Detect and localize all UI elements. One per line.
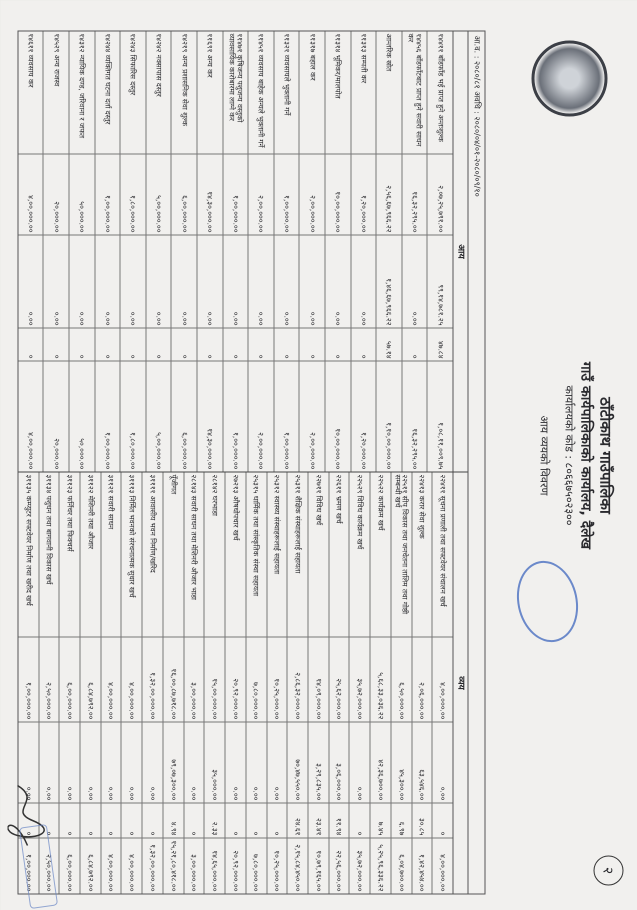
income-remaining-cell: १,००,०००.०० bbox=[230, 431, 240, 469]
expenditure-budget-cell: ६,८४,७९२.०० bbox=[80, 637, 100, 722]
expenditure-actual-cell: ०.०० bbox=[59, 722, 79, 803]
expenditure-budget-cell: ६,५०,०००.०० bbox=[391, 637, 411, 722]
expenditure-percent-cell: ० bbox=[122, 803, 142, 838]
expenditure-percent-cell: ० bbox=[101, 803, 121, 838]
expenditure-budget-cell: ७,८०,०००.०० bbox=[246, 637, 266, 722]
expenditure-row bbox=[307, 472, 328, 893]
expenditure-item-name-cell: २२४१३ करार सेवा शुल्क bbox=[412, 472, 432, 637]
expenditure-budget-cell: ३,००,०००.०० bbox=[184, 637, 204, 722]
income-remaining-cell: १,०८,११,००९.७५ bbox=[435, 421, 445, 469]
income-actual-cell: ०.०० bbox=[299, 235, 324, 328]
income-item-name-cell: ११३१४ भूमिकर/मालपोत bbox=[325, 31, 350, 154]
expenditure-percent-cell: ११.९४ bbox=[329, 803, 349, 838]
expenditure-item-name-cell: २५३११ शैक्षिक संस्थाहरूलाई सहायता bbox=[287, 472, 307, 637]
expenditure-item-name-cell: ३१११३ निर्मित भवनको संरचनात्मक सुधार खर्च bbox=[122, 472, 142, 637]
expenditure-budget-cell: १६,००,८७,७१८.०० bbox=[163, 637, 183, 722]
income-remaining-cell: २,००,०००.०० bbox=[256, 431, 266, 469]
expenditure-remaining-cell: २०,९२,०००.०० bbox=[230, 849, 240, 891]
income-row bbox=[247, 31, 273, 471]
expenditure-item-name-cell: २८१४२ घरभाडा bbox=[204, 472, 224, 637]
income-percent-cell: ० bbox=[146, 328, 171, 361]
income-row bbox=[375, 31, 401, 471]
expenditure-remaining-cell: १०,२५,०००.०० bbox=[272, 849, 282, 891]
income-percent-cell: ० bbox=[120, 328, 145, 361]
expenditure-remaining-cell: ३,००,०००.०० bbox=[189, 853, 199, 891]
income-percent-cell: ५७.१४ bbox=[376, 328, 401, 361]
income-item-name-cell: १४५२९ अन्य राजस्व bbox=[44, 31, 69, 154]
expenditure-row bbox=[369, 472, 390, 893]
expenditure-actual-cell: ७९,०७,३००.०० bbox=[163, 722, 183, 803]
expenditure-budget-cell: १,३२,००,०००.०० bbox=[142, 637, 162, 722]
income-budget-cell: २,०७,२५,७९१.०० bbox=[427, 154, 452, 235]
expenditure-item-name-cell: पूँजीगत bbox=[163, 472, 183, 637]
income-section bbox=[18, 31, 467, 472]
income-actual-cell: ०.०० bbox=[95, 235, 120, 328]
income-row bbox=[94, 31, 120, 471]
expenditure-budget-cell: ४,००,०००.०० bbox=[101, 637, 121, 722]
income-budget-cell: १,२०,०००.०० bbox=[351, 154, 376, 235]
expenditure-actual-cell: ०.०० bbox=[39, 722, 59, 803]
expenditure-actual-cell: ०.०० bbox=[267, 722, 287, 803]
income-budget-cell: २,००,०००.०० bbox=[248, 154, 273, 235]
expenditure-actual-cell: ०.०० bbox=[80, 722, 100, 803]
income-row bbox=[222, 31, 248, 471]
expenditure-item-name-cell: २७२१३ औषधोपचार खर्च bbox=[225, 472, 245, 637]
income-row bbox=[43, 31, 69, 471]
expenditure-percent-cell: २३.४१ bbox=[308, 803, 328, 838]
income-percent-cell: ० bbox=[351, 328, 376, 361]
income-actual-cell: ०.०० bbox=[351, 235, 376, 328]
fiscal-period: आ.व. : २०८०/८१ अवधि : २०८०/०४/०१-२०८०/०९/१० bbox=[467, 31, 484, 893]
expenditure-remaining-cell: ३५,७२,०००.०० bbox=[355, 849, 365, 891]
income-remaining-cell: १,८०,०००.०० bbox=[128, 431, 138, 469]
expenditure-row bbox=[245, 472, 266, 893]
income-remaining-cell: ४,००,०००.०० bbox=[26, 431, 36, 469]
expenditure-percent-cell: ० bbox=[349, 803, 369, 838]
income-actual-cell: ०.०० bbox=[274, 235, 299, 328]
income-row bbox=[145, 31, 171, 471]
expenditure-item-name-cell: २२५११ सीप विकास तथा जनचेतना तालिम तथा गोष्ठी सम्बन्धी खर्च bbox=[391, 472, 411, 637]
income-percent-cell: ० bbox=[248, 328, 273, 361]
income-budget-cell: १,००,०००.०० bbox=[274, 154, 299, 235]
document-header bbox=[497, 0, 637, 910]
income-remaining-cell: ५,००,०००.०० bbox=[154, 431, 163, 469]
expenditure-percent-cell: ७.४५ bbox=[370, 803, 390, 838]
expenditure-actual-cell: ७०,४७,५५०.०० bbox=[287, 722, 307, 803]
expenditure-budget-cell: २५,६२,०००.०० bbox=[329, 637, 349, 722]
expenditure-item-name-cell: ३११२१ सवारी साधन bbox=[101, 472, 121, 637]
expenditure-percent-cell: ० bbox=[59, 803, 79, 838]
expenditure-budget-cell: २,०६,०००.०० bbox=[412, 637, 432, 722]
expenditure-actual-cell: ०.०० bbox=[432, 722, 452, 803]
income-actual-cell: ०.०० bbox=[146, 235, 171, 328]
expenditure-row bbox=[266, 472, 287, 893]
expenditure-actual-cell: ०.०० bbox=[225, 722, 245, 803]
income-percent-cell: ० bbox=[69, 328, 94, 361]
expenditure-percent-cell: ० bbox=[225, 803, 245, 838]
expenditure-percent-cell: ० bbox=[267, 803, 287, 838]
income-budget-cell: २,००,०००.०० bbox=[299, 154, 324, 235]
income-actual-cell: ०.०० bbox=[248, 235, 273, 328]
municipality-name: ठाँटीकाथ गाउँपालिका bbox=[596, 396, 614, 514]
expenditure-item-name-cell: ३११११ आवासीय भवन निर्माण/खरिद bbox=[142, 472, 162, 637]
expenditure-percent-cell: ० bbox=[39, 803, 59, 838]
expenditure-actual-cell: ६३,५४६.०० bbox=[412, 722, 432, 803]
expenditure-item-name-cell: ३११२३ फर्निचर तथा फिक्चर्स bbox=[59, 472, 79, 637]
income-item-name-cell: १४२१९ अन्य प्रशासनिक सेवा शुल्क bbox=[171, 31, 196, 154]
expenditure-percent-cell: ६.९७ bbox=[391, 803, 411, 838]
expenditure-remaining-cell: ४,००,०००.०० bbox=[127, 853, 137, 891]
income-percent-cell: ० bbox=[197, 328, 222, 361]
income-remaining-cell: १४,३०,०००.०० bbox=[205, 427, 215, 469]
income-remaining-cell: १,००,०००.०० bbox=[102, 431, 112, 469]
expenditure-budget-cell: १,००,०००.०० bbox=[18, 637, 38, 722]
expenditure-actual-cell: ०.०० bbox=[142, 722, 162, 803]
income-item-name-cell: १४४११ बाँडफाँड भई प्राप्त हुने अन्तःशुल्क bbox=[427, 31, 452, 154]
income-budget-cell: १,८०,०००.०० bbox=[120, 154, 145, 235]
expenditure-row bbox=[224, 472, 245, 893]
income-remaining-cell: २०,०००.०० bbox=[51, 437, 61, 469]
expenditure-percent-cell: ० bbox=[432, 803, 452, 838]
expenditure-remaining-cell: २,५०,०००.०० bbox=[44, 853, 54, 891]
income-actual-cell: १,४६,६७,९६६.२२ bbox=[376, 235, 401, 328]
income-heading: आय bbox=[452, 31, 467, 471]
expenditure-percent-cell: ० bbox=[142, 803, 162, 838]
expenditure-actual-cell: ४२,३६,७००.०० bbox=[370, 722, 390, 803]
expenditure-row bbox=[79, 472, 100, 893]
income-row bbox=[273, 31, 299, 471]
income-row bbox=[401, 31, 427, 471]
income-row bbox=[350, 31, 376, 471]
income-actual-cell: ०.०० bbox=[171, 235, 196, 328]
income-percent-cell: ० bbox=[299, 328, 324, 361]
expenditure-remaining-cell: ५,२५,९६,३३६.२२ bbox=[375, 843, 385, 891]
expenditure-row bbox=[328, 472, 349, 893]
expenditure-actual-cell: ३,०६,०००.०० bbox=[329, 722, 349, 803]
page-number: २ bbox=[593, 855, 623, 885]
expenditure-row bbox=[100, 472, 121, 893]
income-actual-cell: ९९,१४,७८१.२५ bbox=[427, 235, 452, 328]
expenditure-item-name-cell: २८१४३ सवारी साधन तथा मेशिनरी औजार भाडा bbox=[184, 472, 204, 637]
expenditure-percent-cell: ४.९४ bbox=[163, 803, 183, 838]
expenditure-budget-cell: ४,००,०००.०० bbox=[122, 637, 142, 722]
expenditure-item-name-cell: २५३१२ स्वास्थ्य संस्थाहरूलाई सहायता bbox=[267, 472, 287, 637]
expenditure-percent-cell: २.३३ bbox=[204, 803, 224, 838]
expenditure-remaining-cell: २२,५६,०००.०० bbox=[334, 849, 344, 891]
income-remaining-cell: १,००,०००.०० bbox=[281, 431, 291, 469]
expenditure-budget-cell: २,५०,०००.०० bbox=[39, 637, 59, 722]
office-code: कार्यालयको कोड : ८०६६७५०२३०० bbox=[562, 385, 575, 525]
income-item-name-cell: आन्तरिक स्रोत bbox=[376, 31, 401, 154]
expenditure-remaining-cell: १,००,०००.०० bbox=[23, 853, 33, 891]
income-budget-cell: ५०,०००.०० bbox=[69, 154, 94, 235]
income-percent-cell: ० bbox=[223, 328, 248, 361]
income-item-name-cell: १४६११ व्यवसाय कर bbox=[18, 31, 43, 154]
income-budget-cell: १,००,०००.०० bbox=[95, 154, 120, 235]
expenditure-remaining-cell: १,३२,००,०००.०० bbox=[147, 843, 157, 891]
expenditure-item-name-cell: ३११३५ कम्प्युटर सफ्टवेयर निर्माण तथा खरीद खर्च bbox=[18, 472, 38, 637]
expenditure-item-name-cell: ३११२२ मेशिनरी तथा औजार bbox=[80, 472, 100, 637]
income-budget-cell: १,००,०००.०० bbox=[223, 154, 248, 235]
income-row bbox=[324, 31, 350, 471]
income-row bbox=[426, 31, 452, 471]
income-percent-cell: ० bbox=[171, 328, 196, 361]
income-item-name-cell: ११६९१ अन्य कर bbox=[197, 31, 222, 154]
income-item-name-cell: १४४५६ बाँडफाँटबाट प्राप्त हुने सवारी साधन कर bbox=[402, 31, 427, 154]
income-budget-cell: ५,००,०००.०० bbox=[146, 154, 171, 235]
expenditure-remaining-cell: १०,७९,१६५.०० bbox=[313, 849, 323, 891]
income-budget-cell: १४,३०,०००.०० bbox=[197, 154, 222, 235]
income-item-name-cell: १४३१२ न्यायिक दण्ड, जरिवाना र जफत bbox=[69, 31, 94, 154]
expenditure-percent-cell: ० bbox=[246, 803, 266, 838]
expenditure-remaining-cell: ६,००,०००.०० bbox=[65, 853, 75, 891]
income-item-name-cell: ११३१३ सम्पती कर bbox=[351, 31, 376, 154]
expenditure-actual-cell: ०.०० bbox=[101, 722, 121, 803]
expenditure-item-name-cell: २२५२९ विविध कार्यक्रम खर्च bbox=[349, 472, 369, 637]
expenditure-budget-cell: ४,००,०००.०० bbox=[432, 637, 452, 722]
income-remaining-cell: १०,००,०००.०० bbox=[333, 427, 343, 469]
expenditure-actual-cell: ३५,०००.०० bbox=[204, 722, 224, 803]
income-percent-cell: ४७.८४ bbox=[427, 328, 452, 361]
expenditure-item-name-cell: २२४११ सूचना प्रणाली तथा सफ्टवेयर संचालन खर्च bbox=[432, 472, 452, 637]
expenditure-actual-cell: ०.०० bbox=[184, 722, 204, 803]
expenditure-row bbox=[121, 472, 142, 893]
income-actual-cell: ०.०० bbox=[18, 235, 43, 328]
expenditure-row bbox=[390, 472, 411, 893]
expenditure-budget-cell: ३५,७२,०००.०० bbox=[349, 637, 369, 722]
expenditure-item-name-cell: २२६११ भ्रमण खर्च bbox=[329, 472, 349, 637]
expenditure-row bbox=[162, 472, 183, 893]
expenditure-remaining-cell: ४,००,०००.०० bbox=[437, 853, 447, 891]
expenditure-row bbox=[411, 472, 432, 893]
expenditure-row bbox=[183, 472, 204, 893]
office-name: गाउँ कार्यपालिकाको कार्यालय, दैलेख bbox=[577, 361, 593, 549]
expenditure-actual-cell: ०.०० bbox=[18, 722, 38, 803]
expenditure-row bbox=[58, 472, 79, 893]
expenditure-remaining-cell: ६,८४,७९२.०० bbox=[85, 853, 95, 891]
expenditure-remaining-cell: ६,०४,७००.०० bbox=[396, 853, 406, 891]
income-budget-cell: १०,००,०००.०० bbox=[325, 154, 350, 235]
income-item-name-cell: १४२४३ सिफारिस दस्तुर bbox=[120, 31, 145, 154]
income-actual-cell: ०.०० bbox=[197, 235, 222, 328]
income-percent-cell: ० bbox=[274, 328, 299, 361]
income-percent-cell: ० bbox=[402, 328, 427, 361]
income-remaining-cell: १६,३२,२९५.०० bbox=[409, 427, 419, 469]
income-budget-cell: २,५६,६७,९६६.२२ bbox=[376, 154, 401, 235]
expenditure-percent-cell: ३०.८५ bbox=[412, 803, 432, 838]
income-percent-cell: ० bbox=[95, 328, 120, 361]
expenditure-actual-cell: ४५,३००.०० bbox=[391, 722, 411, 803]
expenditure-percent-cell: ० bbox=[184, 803, 204, 838]
expenditure-budget-cell: १४,०९,०००.०० bbox=[308, 637, 328, 722]
income-percent-cell: ० bbox=[18, 328, 43, 361]
expenditure-budget-cell: २०,९२,०००.०० bbox=[225, 637, 245, 722]
expenditure-remaining-cell: ७,८०,०००.०० bbox=[251, 853, 261, 891]
income-item-name-cell: ११४७१ कृषिजन्य पशुजन्य वस्तुको व्यावसायिक कारोबारमा लाग्ने कर bbox=[223, 31, 248, 154]
income-item-name-cell: ११३२१ व्यवसायले भुक्तानी गर्ने bbox=[274, 31, 299, 154]
expenditure-actual-cell: ०.०० bbox=[122, 722, 142, 803]
expenditure-remaining-cell: ४,००,०००.०० bbox=[106, 853, 116, 891]
expenditure-percent-cell: २४.६१ bbox=[287, 803, 307, 838]
report-title: आय व्ययको विवरण bbox=[537, 415, 550, 495]
income-actual-cell: ०.०० bbox=[402, 235, 427, 328]
expenditure-percent-cell: ० bbox=[80, 803, 100, 838]
expenditure-remaining-cell: २,१५,८४,४५०.०० bbox=[292, 843, 302, 891]
income-actual-cell: ०.०० bbox=[223, 235, 248, 328]
expenditure-percent-cell: ० bbox=[18, 803, 38, 838]
income-budget-cell: १६,३२,२९५.०० bbox=[402, 154, 427, 235]
income-item-name-cell: १४२४४ व्यक्तिगत घटना दर्ता दस्तुर bbox=[95, 31, 120, 154]
expenditure-remaining-cell: १४,६५,०००.०० bbox=[210, 849, 220, 891]
income-budget-cell: २०,०००.०० bbox=[44, 154, 69, 235]
expenditure-row bbox=[348, 472, 369, 893]
expenditure-budget-cell: ५,६८,३३,०३६.२२ bbox=[370, 637, 390, 722]
title-block bbox=[536, 0, 615, 910]
income-item-name-cell: ११३१७ बहाल कर bbox=[299, 31, 324, 154]
income-percent-cell: ० bbox=[325, 328, 350, 361]
expenditure-item-name-cell: २२५२२ कार्यक्रम खर्च bbox=[370, 472, 390, 637]
income-row bbox=[68, 31, 94, 471]
expenditure-budget-cell: ६,००,०००.०० bbox=[59, 637, 79, 722]
income-remaining-cell: १,२०,०००.०० bbox=[358, 431, 368, 469]
income-row bbox=[298, 31, 324, 471]
expenditure-item-name-cell: २५३१५ धार्मिक तथा सांस्कृतिक संस्था सहायता bbox=[246, 472, 266, 637]
expenditure-row bbox=[203, 472, 224, 893]
income-row bbox=[170, 31, 196, 471]
expenditure-actual-cell: ३,२९,८३५.०० bbox=[308, 722, 328, 803]
income-actual-cell: ०.०० bbox=[325, 235, 350, 328]
expenditure-item-name-cell: २२७११ विविध खर्च bbox=[308, 472, 328, 637]
expenditure-actual-cell: ०.०० bbox=[349, 722, 369, 803]
income-row bbox=[196, 31, 222, 471]
income-budget-cell: ४,००,०००.०० bbox=[18, 154, 43, 235]
income-actual-cell: ०.०० bbox=[120, 235, 145, 328]
income-percent-cell: ० bbox=[44, 328, 69, 361]
income-expenditure-table bbox=[17, 30, 485, 894]
expenditure-section bbox=[18, 472, 467, 893]
income-row bbox=[119, 31, 145, 471]
expenditure-row bbox=[431, 472, 452, 893]
expenditure-item-name-cell: ३११३४ पशुधन तथा बागवानी विकास खर्च bbox=[39, 472, 59, 637]
expenditure-remaining-cell: १,४२,४५४.०० bbox=[417, 853, 427, 891]
income-remaining-cell: ५०,०००.०० bbox=[77, 437, 87, 469]
income-item-name-cell: ११४५१ व्यवसाय बाहेक अन्यले भुक्तानी गर्ने bbox=[248, 31, 273, 154]
expenditure-budget-cell: १०,२५,०००.०० bbox=[267, 637, 287, 722]
income-remaining-cell: १,१०,००,०००.०० bbox=[384, 421, 394, 469]
expenditure-budget-cell: २,८६,३२,०००.०० bbox=[287, 637, 307, 722]
expenditure-row bbox=[286, 472, 307, 893]
expenditure-actual-cell: ०.०० bbox=[246, 722, 266, 803]
expenditure-budget-cell: १५,००,०००.०० bbox=[204, 637, 224, 722]
income-item-name-cell: १४२४२ नक्सापास दस्तुर bbox=[146, 31, 171, 154]
income-actual-cell: ०.०० bbox=[44, 235, 69, 328]
income-remaining-cell: ६,००,०००.०० bbox=[179, 431, 189, 469]
income-budget-cell: ६,००,०००.०० bbox=[171, 154, 196, 235]
income-row bbox=[18, 31, 43, 471]
expenditure-heading: व्यय bbox=[452, 472, 467, 893]
income-remaining-cell: २,००,०००.०० bbox=[307, 431, 317, 469]
income-actual-cell: ०.०० bbox=[69, 235, 94, 328]
expenditure-row bbox=[141, 472, 162, 893]
expenditure-remaining-cell: १५,२१,८०,४१८.०० bbox=[168, 839, 178, 891]
